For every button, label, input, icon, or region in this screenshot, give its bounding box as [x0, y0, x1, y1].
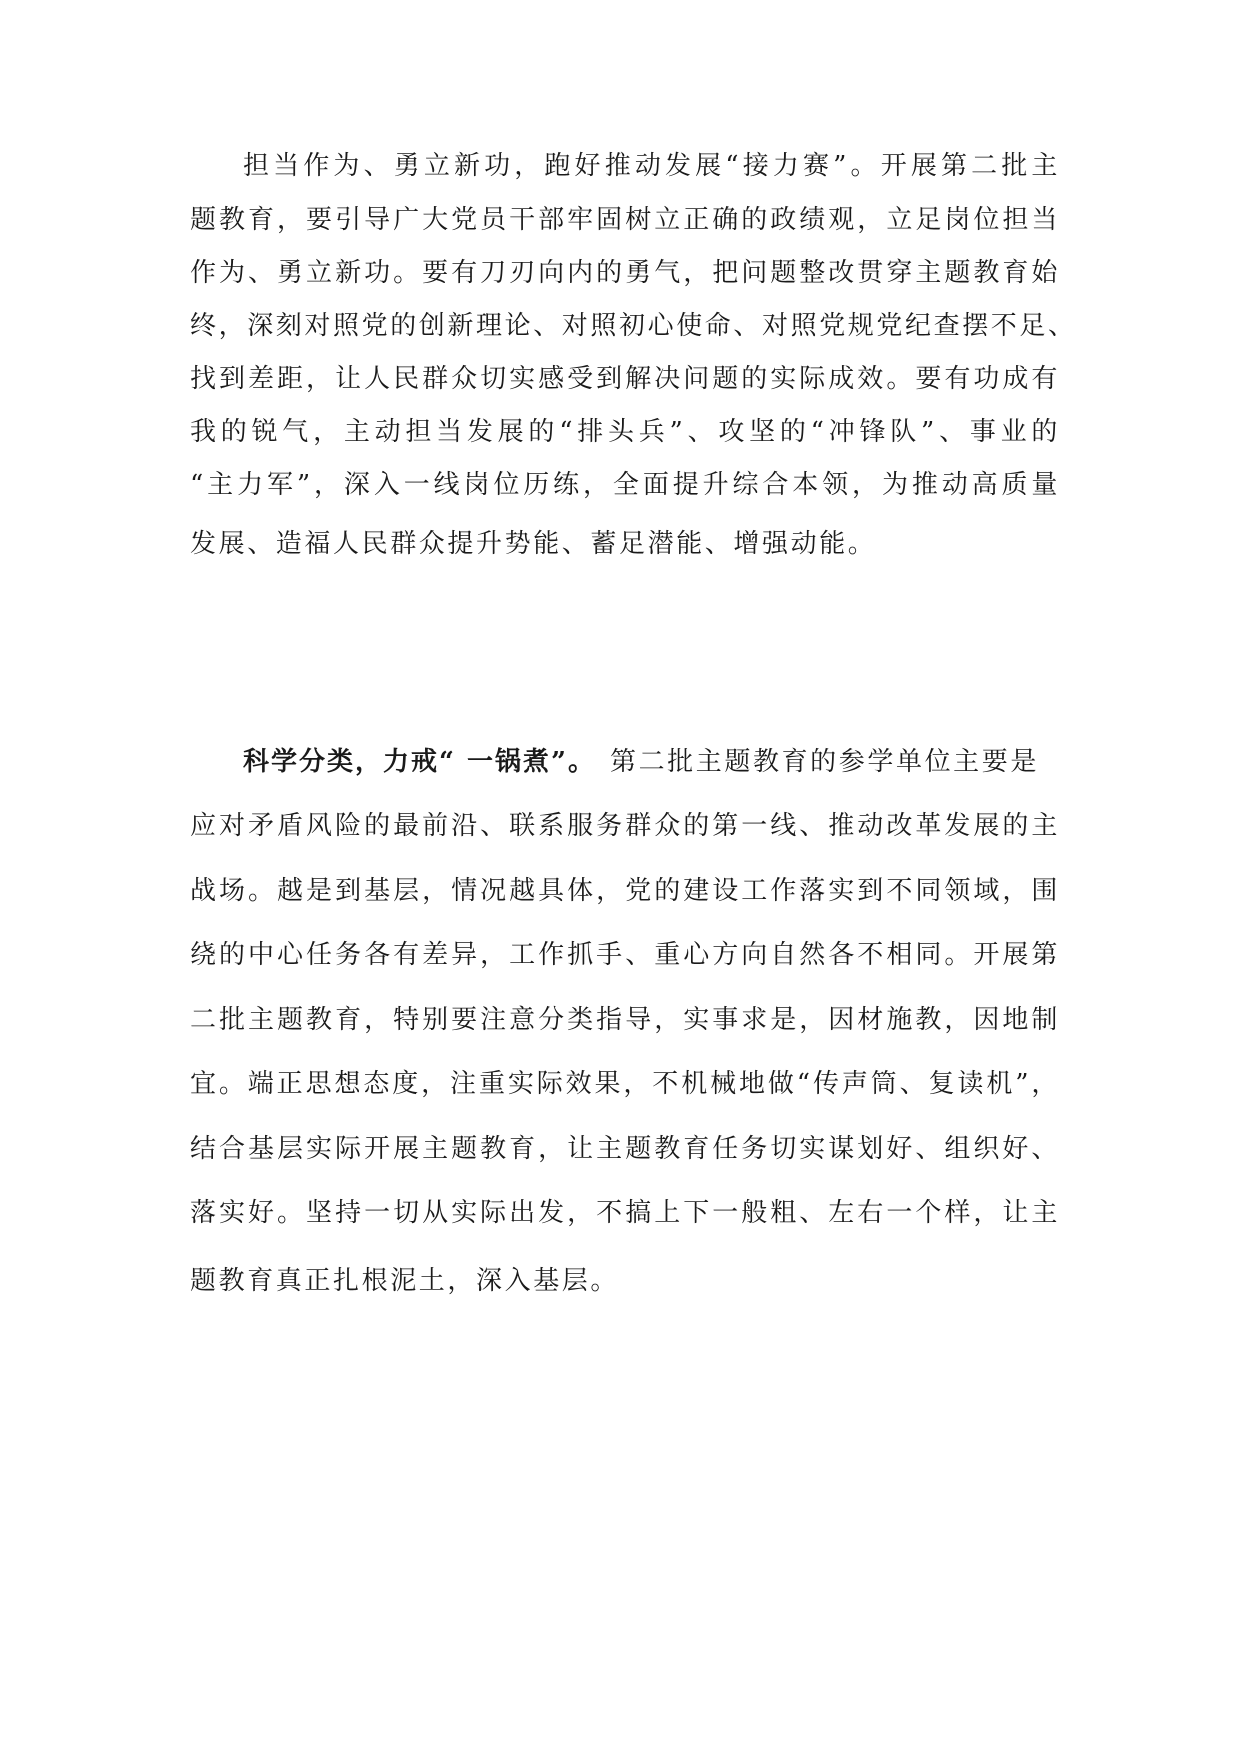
- paragraph-2-line-2: 应对矛盾风险的最前沿、联系服务群众的第一线、推动改革发展的主: [190, 811, 1060, 841]
- paragraph-2-line-3: 战场。越是到基层，情况越具体，党的建设工作落实到不同领域，围: [190, 876, 1060, 906]
- paragraph-2-line-6: 宜。端正思想态度，注重实际效果，不机械地做“传声筒、复读机”，: [190, 1069, 1060, 1099]
- paragraph-2-line-1-text: 第二批主题教育的参学单位主要是: [609, 747, 1039, 777]
- paragraph-2-line-5: 二批主题教育，特别要注意分类指导，实事求是，因材施教，因地制: [190, 1005, 1060, 1035]
- paragraph-2-line-8: 落实好。坚持一切从实际出发，不搞上下一般粗、左右一个样，让主: [190, 1198, 1060, 1228]
- paragraph-1-line-4: 终，深刻对照党的创新理论、对照初心使命、对照党规党纪查摆不足、: [190, 311, 1077, 341]
- paragraph-2-line-7: 结合基层实际开展主题教育，让主题教育任务切实谋划好、组织好、: [190, 1134, 1060, 1164]
- paragraph-1-line-6: 我的锐气，主动担当发展的“排头兵”、攻坚的“冲锋队”、事业的: [190, 417, 1060, 447]
- paragraph-1-line-1: 担当作为、勇立新功，跑好推动发展“接力赛”。开展第二批主: [243, 151, 1060, 181]
- paragraph-1-line-3: 作为、勇立新功。要有刀刃向内的勇气，把问题整改贯穿主题教育始: [190, 258, 1060, 288]
- paragraph-1-line-2: 题教育，要引导广大党员干部牢固树立正确的政绩观，立足岗位担当: [190, 205, 1060, 235]
- paragraph-2-line-9: 题教育真正扎根泥土，深入基层。: [190, 1266, 620, 1296]
- paragraph-1-line-5: 找到差距，让人民群众切实感受到解决问题的实际成效。要有功成有: [190, 364, 1060, 394]
- section-heading: 科学分类，力戒“ 一锅煮”。: [243, 747, 596, 777]
- paragraph-2-line-1: [243, 747, 1060, 777]
- paragraph-1-line-7: “主力军”，深入一线岗位历练，全面提升综合本领，为推动高质量: [190, 470, 1060, 500]
- paragraph-1-line-8: 发展、造福人民群众提升势能、蓄足潜能、增强动能。: [190, 529, 877, 559]
- paragraph-2-line-4: 绕的中心任务各有差异，工作抓手、重心方向自然各不相同。开展第: [190, 940, 1060, 970]
